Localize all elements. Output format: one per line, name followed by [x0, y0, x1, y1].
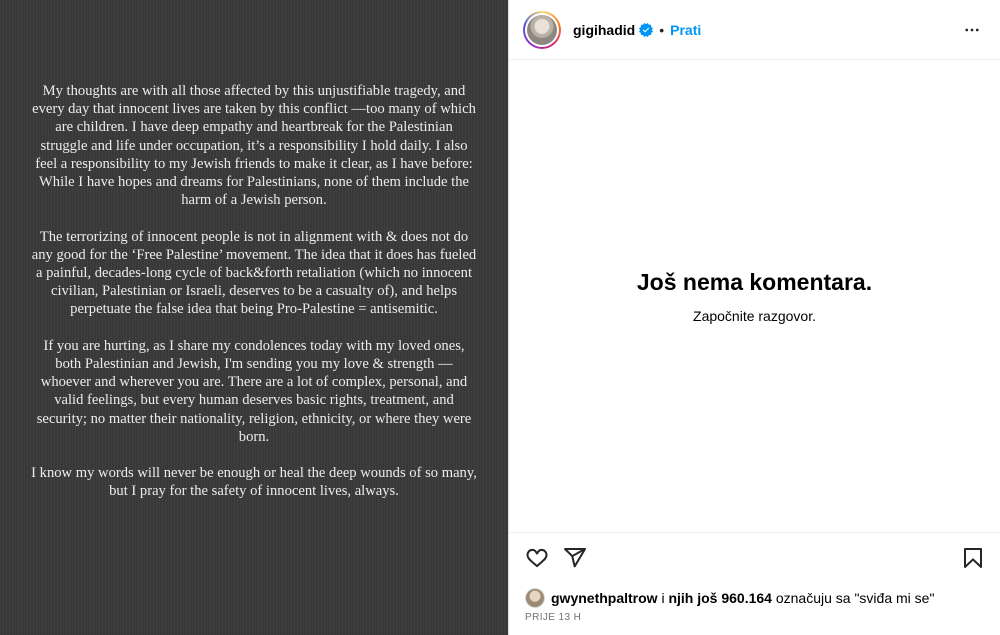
paper-plane-icon: [563, 546, 587, 570]
username-link[interactable]: gigihadid: [573, 21, 636, 38]
heart-icon: [525, 546, 549, 570]
statement-paragraph-1: My thoughts are with all those affected by this unjustifiable tragedy, and every day that innocent lives are taken by this conflict —too many of which are children. I have deep empathy and heartbreak for the Palestinian struggle and life under occupation, it’s a responsibility I hold daily. I also feel a responsibility to my Jewish friends to make it clear, as I have before: While I have hopes and dreams for Palestinians, none of them include the harm of a Jewish person.: [32, 83, 476, 209]
liker-avatar[interactable]: [525, 588, 545, 608]
statement-paragraph-3: If you are hurting, as I share my condolences today with my loved ones, both Palestinian and Jewish, I'm sending you my love & strength — whoever and wherever you are. There are a lot of complex, personal, and valid feelings, but every human deserves basic rights, treatment, and security; no matter their nationality, religion, ethnicity, or where they were born.: [36, 337, 472, 445]
avatar-image: [527, 15, 557, 45]
likes-summary: [525, 588, 934, 608]
statement-paragraph-4: I know my words will never be enough or heal the deep wounds of so many, but I pray for the safety of innocent lives, always.: [31, 465, 477, 500]
statement-paragraph-2: The terrorizing of innocent people is not in alignment with & does not do any good for the ‘Free Palestine’ movement. The idea that it does has fueled a painful, decades-long cycle of back&forth retaliation (which no innocent civilian, Palestinian or Israeli, deserves to be a casualty of), and helps perpetuate the false idea that being Pro-Palestine = antisemitic.: [31, 228, 477, 318]
verified-badge-icon: [639, 23, 653, 37]
statement-text: [30, 82, 478, 519]
post-timestamp[interactable]: PRIJE 13 H: [525, 612, 582, 623]
no-comments-title: Još nema komentara.: [636, 268, 873, 295]
avatar[interactable]: [523, 11, 561, 49]
likes-connector: i: [657, 590, 669, 606]
comments-area: [509, 60, 1000, 532]
bookmark-icon: [961, 546, 985, 570]
more-options-icon[interactable]: [962, 21, 982, 39]
post-side-panel: [508, 0, 1000, 635]
like-button[interactable]: [525, 546, 549, 570]
post-header: [509, 0, 1000, 60]
follow-button[interactable]: Prati: [670, 21, 702, 38]
separator-dot: •: [659, 21, 665, 38]
action-bar: [509, 532, 1000, 582]
likes-count[interactable]: njih još 960.164: [668, 590, 772, 606]
liker-username[interactable]: gwynethpaltrow: [551, 590, 658, 606]
share-button[interactable]: [563, 546, 587, 570]
save-button[interactable]: [961, 546, 985, 570]
start-conversation-text: Započnite razgovor.: [693, 307, 816, 324]
likes-suffix: označuju sa "sviđa mi se": [771, 590, 935, 606]
